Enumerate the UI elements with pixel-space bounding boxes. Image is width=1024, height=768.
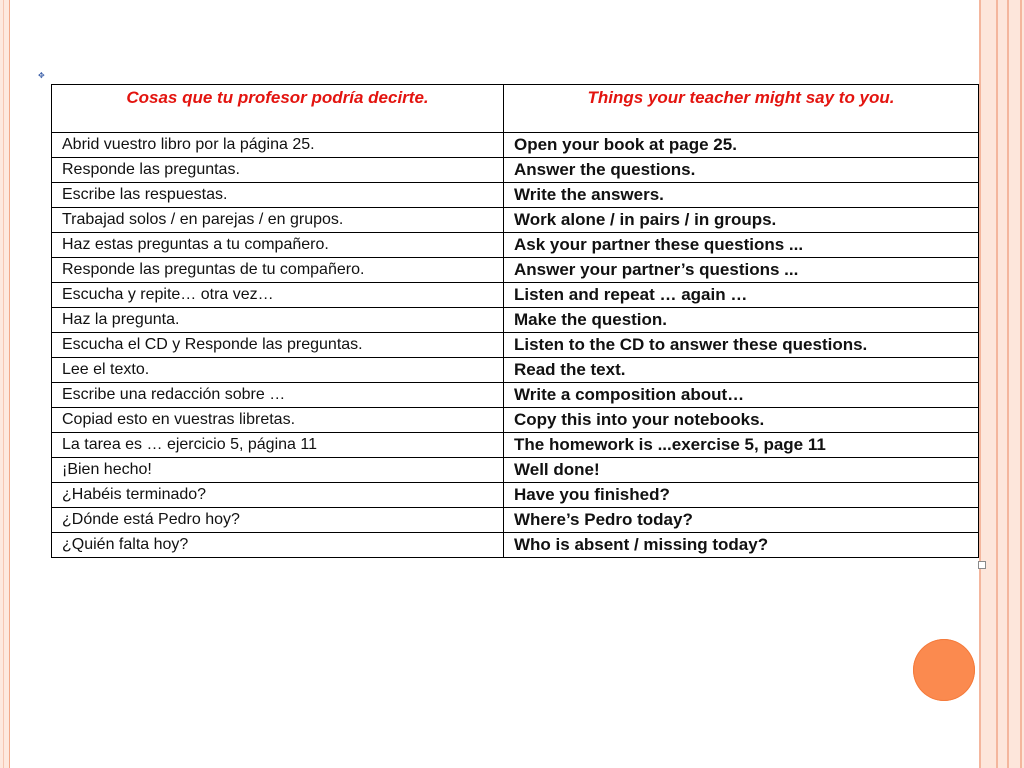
spanish-phrase: ¿Quién falta hoy?	[52, 533, 504, 558]
spanish-phrase: Haz la pregunta.	[52, 308, 504, 333]
table-row	[52, 208, 979, 233]
table-row	[52, 408, 979, 433]
table-header-row	[52, 85, 979, 133]
table-row	[52, 283, 979, 308]
spanish-phrase: Abrid vuestro libro por la página 25.	[52, 133, 504, 158]
english-phrase: Answer the questions.	[504, 158, 979, 183]
table-resize-handle[interactable]	[978, 561, 986, 569]
english-phrase: Make the question.	[504, 308, 979, 333]
spanish-phrase: Copiad esto en vuestras libretas.	[52, 408, 504, 433]
spanish-phrase: ¿Dónde está Pedro hoy?	[52, 508, 504, 533]
spanish-phrase: Responde las preguntas de tu compañero.	[52, 258, 504, 283]
english-phrase: Answer your partner’s questions ...	[504, 258, 979, 283]
english-phrase: Where’s Pedro today?	[504, 508, 979, 533]
table-row	[52, 383, 979, 408]
table-row	[52, 533, 979, 558]
orange-circle-decoration	[913, 639, 975, 701]
english-phrase: Work alone / in pairs / in groups.	[504, 208, 979, 233]
table-row	[52, 133, 979, 158]
table-row	[52, 183, 979, 208]
vocabulary-table	[51, 84, 979, 558]
spanish-phrase: Haz estas preguntas a tu compañero.	[52, 233, 504, 258]
english-phrase: Copy this into your notebooks.	[504, 408, 979, 433]
spanish-phrase: Responde las preguntas.	[52, 158, 504, 183]
spanish-phrase: La tarea es … ejercicio 5, página 11	[52, 433, 504, 458]
spanish-phrase: ¿Habéis terminado?	[52, 483, 504, 508]
english-phrase: Read the text.	[504, 358, 979, 383]
header-spanish: Cosas que tu profesor podría decirte.	[52, 85, 504, 133]
english-phrase: Well done!	[504, 458, 979, 483]
spanish-phrase: Escribe una redacción sobre …	[52, 383, 504, 408]
table-row	[52, 483, 979, 508]
slide-right-stripes	[976, 0, 1024, 768]
table-row	[52, 233, 979, 258]
table-row	[52, 258, 979, 283]
table-row	[52, 458, 979, 483]
table-row	[52, 158, 979, 183]
spanish-phrase: Trabajad solos / en parejas / en grupos.	[52, 208, 504, 233]
spanish-phrase: Escucha y repite… otra vez…	[52, 283, 504, 308]
table-row	[52, 508, 979, 533]
english-phrase: Listen to the CD to answer these questions.	[504, 333, 979, 358]
slide-left-border	[0, 0, 10, 768]
table-anchor-icon[interactable]: ✥	[38, 71, 45, 80]
spanish-phrase: Escribe las respuestas.	[52, 183, 504, 208]
spanish-phrase: ¡Bien hecho!	[52, 458, 504, 483]
english-phrase: Who is absent / missing today?	[504, 533, 979, 558]
english-phrase: Ask your partner these questions ...	[504, 233, 979, 258]
table-row	[52, 333, 979, 358]
table-row	[52, 358, 979, 383]
english-phrase: Write the answers.	[504, 183, 979, 208]
spanish-phrase: Escucha el CD y Responde las preguntas.	[52, 333, 504, 358]
table-row	[52, 433, 979, 458]
spanish-phrase: Lee el texto.	[52, 358, 504, 383]
english-phrase: Open your book at page 25.	[504, 133, 979, 158]
english-phrase: The homework is ...exercise 5, page 11	[504, 433, 979, 458]
english-phrase: Have you finished?	[504, 483, 979, 508]
english-phrase: Listen and repeat … again …	[504, 283, 979, 308]
header-english: Things your teacher might say to you.	[504, 85, 979, 133]
table-row	[52, 308, 979, 333]
english-phrase: Write a composition about…	[504, 383, 979, 408]
